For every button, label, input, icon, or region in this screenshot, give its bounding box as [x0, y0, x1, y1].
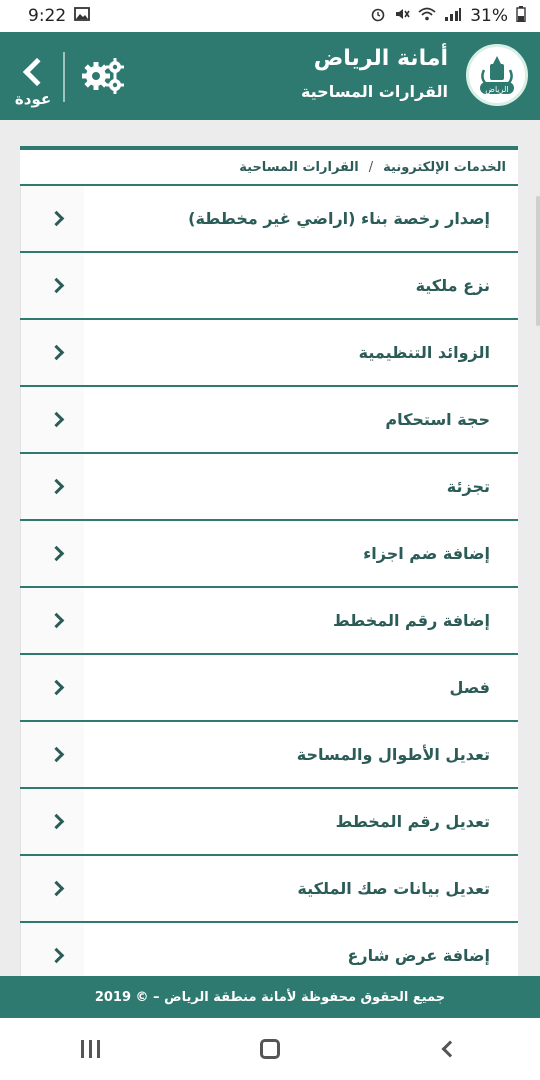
status-time: 9:22 — [28, 6, 67, 26]
menu-item[interactable] — [20, 521, 518, 588]
menu-item-label: نزع ملكية — [415, 276, 490, 295]
header-titles — [301, 44, 448, 101]
app-header — [0, 32, 540, 120]
chevron-right-icon — [49, 546, 65, 562]
chevron-right-icon — [49, 278, 65, 294]
chevron-right-icon — [49, 747, 65, 763]
menu-item-chevron-box — [20, 387, 84, 452]
menu-item-label: تعديل رقم المخطط — [335, 812, 490, 831]
menu-item-label: تعديل بيانات صك الملكية — [297, 879, 490, 898]
menu-item[interactable] — [20, 856, 518, 923]
status-right — [370, 6, 526, 26]
menu-item-label: الزوائد التنظيمية — [358, 343, 490, 362]
menu-card — [20, 146, 518, 976]
logo-text: الرياض — [485, 85, 509, 94]
menu-item-label: حجة استحكام — [385, 410, 490, 429]
menu-item-label: تجزئة — [446, 477, 490, 496]
menu-item[interactable] — [20, 454, 518, 521]
chevron-right-icon — [49, 211, 65, 227]
breadcrumb-home[interactable]: الخدمات الإلكترونية — [383, 159, 506, 175]
menu-item-chevron-box — [20, 923, 84, 976]
chevron-right-icon — [49, 881, 65, 897]
chevron-right-icon — [49, 680, 65, 696]
chevron-right-icon — [49, 613, 65, 629]
settings-button[interactable] — [80, 56, 126, 96]
menu-item-label: إضافة ضم اجزاء — [363, 544, 490, 563]
menu-item[interactable] — [20, 387, 518, 454]
alarm-icon — [370, 6, 386, 26]
menu-item-chevron-box — [20, 253, 84, 318]
menu-item-label: تعديل الأطوال والمساحة — [296, 745, 490, 764]
back-button[interactable] — [10, 56, 56, 116]
chevron-right-icon — [49, 814, 65, 830]
breadcrumb — [20, 150, 518, 186]
mute-icon — [394, 6, 410, 26]
wifi-icon — [418, 7, 436, 25]
battery-icon — [516, 6, 526, 26]
menu-item-chevron-box — [20, 856, 84, 921]
battery-percent: 31% — [470, 6, 508, 26]
chevron-right-icon — [49, 345, 65, 361]
recent-apps-button[interactable] — [60, 1029, 120, 1069]
gears-icon — [80, 56, 126, 96]
system-nav-bar — [0, 1018, 540, 1080]
breadcrumb-current: القرارات المساحية — [239, 159, 359, 175]
breadcrumb-separator: / — [368, 159, 374, 175]
page-subtitle: القرارات المساحية — [300, 82, 448, 101]
header-divider — [63, 52, 65, 102]
chevron-right-icon — [49, 948, 65, 964]
riyadh-logo — [466, 44, 528, 106]
back-label: عودة — [14, 90, 52, 108]
menu-item-chevron-box — [20, 454, 84, 519]
home-icon — [260, 1039, 280, 1059]
system-back-button[interactable] — [420, 1029, 480, 1069]
menu-item-label: إصدار رخصة بناء (اراضي غير مخططة) — [188, 209, 490, 228]
menu-item[interactable] — [20, 588, 518, 655]
menu-item[interactable] — [20, 923, 518, 976]
menu-item-chevron-box — [20, 186, 84, 251]
menu-item-chevron-box — [20, 722, 84, 787]
footer — [0, 976, 540, 1018]
chevron-right-icon — [49, 412, 65, 428]
home-button[interactable] — [240, 1029, 300, 1069]
menu-item[interactable] — [20, 186, 518, 253]
menu-item-chevron-box — [20, 521, 84, 586]
recent-apps-icon — [81, 1040, 100, 1058]
menu-item[interactable] — [20, 722, 518, 789]
signal-icon — [444, 7, 462, 25]
menu-item-chevron-box — [20, 588, 84, 653]
status-bar — [0, 0, 540, 32]
menu-item[interactable] — [20, 789, 518, 856]
menu-item[interactable] — [20, 253, 518, 320]
status-left — [28, 6, 90, 26]
page-title: أمانة الرياض — [313, 46, 448, 71]
menu-item-label: إضافة عرض شارع — [347, 946, 490, 965]
chevron-right-icon — [49, 479, 65, 495]
menu-item-chevron-box — [20, 320, 84, 385]
chevron-left-icon — [23, 58, 51, 86]
menu-item-label: إضافة رقم المخطط — [333, 611, 490, 630]
copyright-text: جميع الحقوق محفوظة لأمانة منطقة الرياض – © 2019 — [94, 989, 446, 1005]
gallery-notification-icon — [74, 7, 90, 25]
scrollbar[interactable] — [536, 196, 540, 326]
menu-item[interactable] — [20, 320, 518, 387]
back-arrow-icon — [442, 1041, 459, 1058]
menu-item-label: فصل — [449, 678, 490, 697]
menu-item-chevron-box — [20, 655, 84, 720]
menu-item-chevron-box — [20, 789, 84, 854]
menu-item[interactable] — [20, 655, 518, 722]
